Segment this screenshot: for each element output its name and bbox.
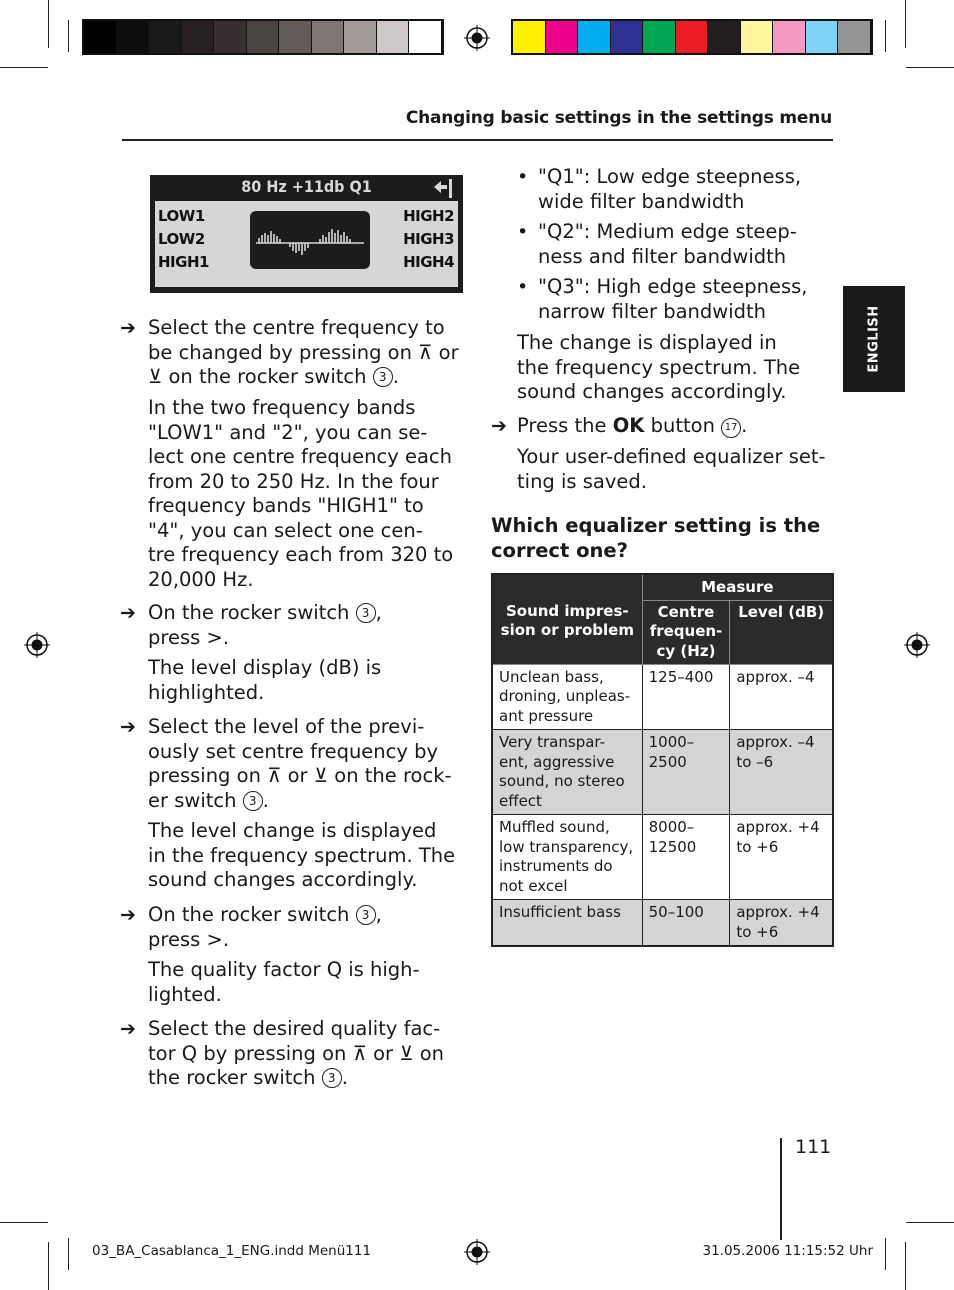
crop-mark: [905, 1242, 906, 1290]
equalizer-display: [150, 175, 463, 293]
color-swatch: [546, 21, 579, 53]
crop-mark: [885, 20, 886, 52]
text-line: the frequency spectrum. The: [517, 355, 801, 379]
instruction-arrow-icon: ➔: [491, 415, 507, 437]
button-number-badge: 3: [356, 603, 376, 623]
color-swatch: [377, 21, 410, 53]
text-line: The level change is displayed: [148, 819, 437, 842]
display-status-line: 80 Hz +11db Q1: [241, 177, 372, 196]
color-swatch: [279, 21, 312, 53]
band-label: LOW1: [158, 207, 205, 225]
q-option-item: "Q1": Low edge steepness, wide filter bandwidth: [538, 165, 802, 213]
page-number: 111: [795, 1136, 832, 1158]
color-swatch: [409, 21, 442, 53]
table-cell-problem: Unclean bass, droning, unpleas- ant pressure: [492, 664, 642, 730]
text-line: The level display (dB) is: [148, 656, 382, 679]
button-number-badge: 3: [373, 367, 393, 387]
header-divider: [122, 139, 833, 141]
table-header-level: Level (dB): [730, 600, 833, 664]
instruction-arrow-icon: ➔: [120, 1018, 136, 1040]
color-calibration-bar: [511, 19, 873, 55]
up-key-icon: ⊼: [418, 340, 433, 364]
table-cell-problem: Very transpar- ent, aggressive sound, no stereo effect: [492, 730, 642, 815]
instruction-step: Select the level of the previ- ously set centre frequency by pressing on ⊼ or ⊻ on the rock- er switch 3 .: [148, 715, 452, 812]
crop-mark: [0, 1222, 48, 1223]
color-swatch: [344, 21, 377, 53]
color-swatch: [117, 21, 150, 53]
back-arrow-icon: [433, 177, 455, 199]
description-paragraph: [148, 819, 468, 893]
bullet: •: [517, 166, 529, 188]
table-cell-problem: Insufficient bass: [492, 900, 642, 947]
registration-mark-icon: [24, 632, 50, 658]
instruction-arrow-icon: ➔: [120, 716, 136, 738]
text-line: The change is displayed in: [517, 331, 777, 354]
crop-mark: [906, 67, 954, 68]
text-line: The quality factor Q is high-: [148, 958, 420, 981]
color-swatch: [741, 21, 774, 53]
instruction-arrow-icon: ➔: [120, 904, 136, 926]
table-row: [492, 815, 833, 900]
down-key-icon: ⊻: [399, 1041, 414, 1065]
table-cell-level: approx. –4 to –6: [730, 730, 833, 815]
text-line: Your user-defined equalizer set-: [517, 445, 826, 468]
q-option-item: "Q3": High edge steepness, narrow filter bandwidth: [538, 275, 808, 323]
band-label: HIGH2: [403, 207, 454, 225]
text-line: sound changes accordingly.: [148, 868, 418, 891]
description-paragraph: [517, 445, 837, 494]
color-swatch: [149, 21, 182, 53]
gray-calibration-bar: [82, 19, 444, 55]
color-swatch: [643, 21, 676, 53]
crop-mark: [48, 0, 49, 48]
band-label: HIGH1: [158, 253, 209, 271]
instruction-arrow-icon: ➔: [120, 602, 136, 624]
band-label: LOW2: [158, 230, 205, 248]
band-label: HIGH3: [403, 230, 454, 248]
instruction-step: Select the centre frequency to be changed by pressing on ⊼ or ⊻ on the rocker switch 3 .: [148, 316, 459, 388]
color-swatch: [708, 21, 741, 53]
table-cell-level: approx. +4 to +6: [730, 815, 833, 900]
button-number-badge: 3: [356, 905, 376, 925]
text-line: lect one centre frequency each: [148, 445, 453, 468]
registration-mark-icon: [464, 25, 490, 51]
text-line: from 20 to 250 Hz. In the four: [148, 469, 439, 493]
table-cell-freq: 50–100: [642, 900, 730, 947]
table-header-measure: Measure: [642, 574, 833, 600]
text-line: highlighted.: [148, 680, 265, 704]
instruction-step: Press the OK button 17 .: [517, 414, 748, 437]
color-swatch: [773, 21, 806, 53]
language-tab: [843, 286, 905, 392]
text-line: lighted.: [148, 982, 222, 1006]
text-line: frequency bands "HIGH1" to: [148, 494, 424, 517]
color-swatch: [513, 21, 546, 53]
registration-mark-icon: [904, 632, 930, 658]
crop-mark: [48, 1242, 49, 1290]
table-row: [492, 900, 833, 947]
bullet: •: [517, 276, 529, 298]
ok-button-label: OK: [612, 414, 645, 437]
crop-mark: [885, 1238, 886, 1270]
crop-mark: [906, 1222, 954, 1223]
color-swatch: [312, 21, 345, 53]
registration-mark-icon: [464, 1239, 490, 1265]
color-swatch: [578, 21, 611, 53]
color-swatch: [676, 21, 709, 53]
table-header-frequency: Centre frequen- cy (Hz): [642, 600, 730, 664]
description-paragraph: [517, 331, 837, 405]
instruction-arrow-icon: ➔: [120, 317, 136, 339]
crop-mark: [68, 1238, 69, 1270]
frequency-spectrum: [250, 211, 370, 269]
text-line: ting is saved.: [517, 469, 647, 493]
crop-mark: [0, 67, 48, 68]
band-label: HIGH4: [403, 253, 454, 271]
button-number-badge: 3: [322, 1068, 342, 1088]
text-line: in the frequency spectrum. The: [148, 843, 456, 867]
color-swatch: [838, 21, 871, 53]
color-swatch: [806, 21, 839, 53]
color-swatch: [611, 21, 644, 53]
text-line: tre frequency each from 320 to: [148, 543, 454, 566]
table-cell-freq: 125–400: [642, 664, 730, 730]
table-cell-problem: Muffled sound, low transparency, instruments do not excel: [492, 815, 642, 900]
description-paragraph: [148, 958, 468, 1007]
bullet: •: [517, 221, 529, 243]
q-option-item: "Q2": Medium edge steep- ness and filter bandwidth: [538, 220, 797, 268]
language-label: ENGLISH: [866, 305, 882, 373]
table-row: [492, 664, 833, 730]
text-line: In the two frequency bands: [148, 396, 416, 419]
color-swatch: [182, 21, 215, 53]
description-paragraph: [148, 656, 468, 705]
display-screen: [155, 201, 458, 287]
footer-timestamp: 31.05.2006 11:15:52 Uhr: [702, 1243, 873, 1259]
instruction-step: On the rocker switch 3 , press >.: [148, 903, 382, 951]
text-line: "LOW1" and "2", you can se-: [148, 420, 428, 444]
table-cell-level: approx. –4: [730, 664, 833, 730]
down-key-icon: ⊻: [313, 764, 329, 787]
crop-mark: [68, 20, 69, 52]
color-swatch: [247, 21, 280, 53]
equalizer-table: [491, 573, 834, 947]
table-cell-freq: 8000– 12500: [642, 815, 730, 900]
page-number-divider: [780, 1138, 782, 1240]
instruction-step: Select the desired quality fac- tor Q by pressing on ⊼ or ⊻ on the rocker switch 3 .: [148, 1017, 445, 1089]
button-number-badge: 17: [721, 418, 741, 438]
table-row: [492, 730, 833, 815]
up-key-icon: ⊼: [352, 1041, 367, 1065]
color-swatch: [214, 21, 247, 53]
instruction-step: On the rocker switch 3 , press >.: [148, 601, 382, 649]
table-header-problem: Sound impres- sion or problem: [492, 574, 642, 664]
text-line: "4", you can select one cen-: [148, 518, 423, 542]
down-key-icon: ⊻: [148, 365, 163, 388]
color-swatch: [84, 21, 117, 53]
table-cell-freq: 1000– 2500: [642, 730, 730, 815]
text-line: 20,000 Hz.: [148, 567, 254, 591]
up-key-icon: ⊼: [267, 764, 282, 787]
description-paragraph: [148, 396, 468, 592]
footer-filename: 03_BA_Casablanca_1_ENG.indd Menü111: [92, 1243, 372, 1259]
button-number-badge: 3: [243, 791, 263, 811]
section-heading: Which equalizer setting is the correct one?: [491, 514, 821, 562]
page-header-title: Changing basic settings in the settings menu: [405, 108, 832, 128]
crop-mark: [905, 0, 906, 48]
table-cell-level: approx. +4 to +6: [730, 900, 833, 947]
text-line: sound changes accordingly.: [517, 380, 787, 403]
